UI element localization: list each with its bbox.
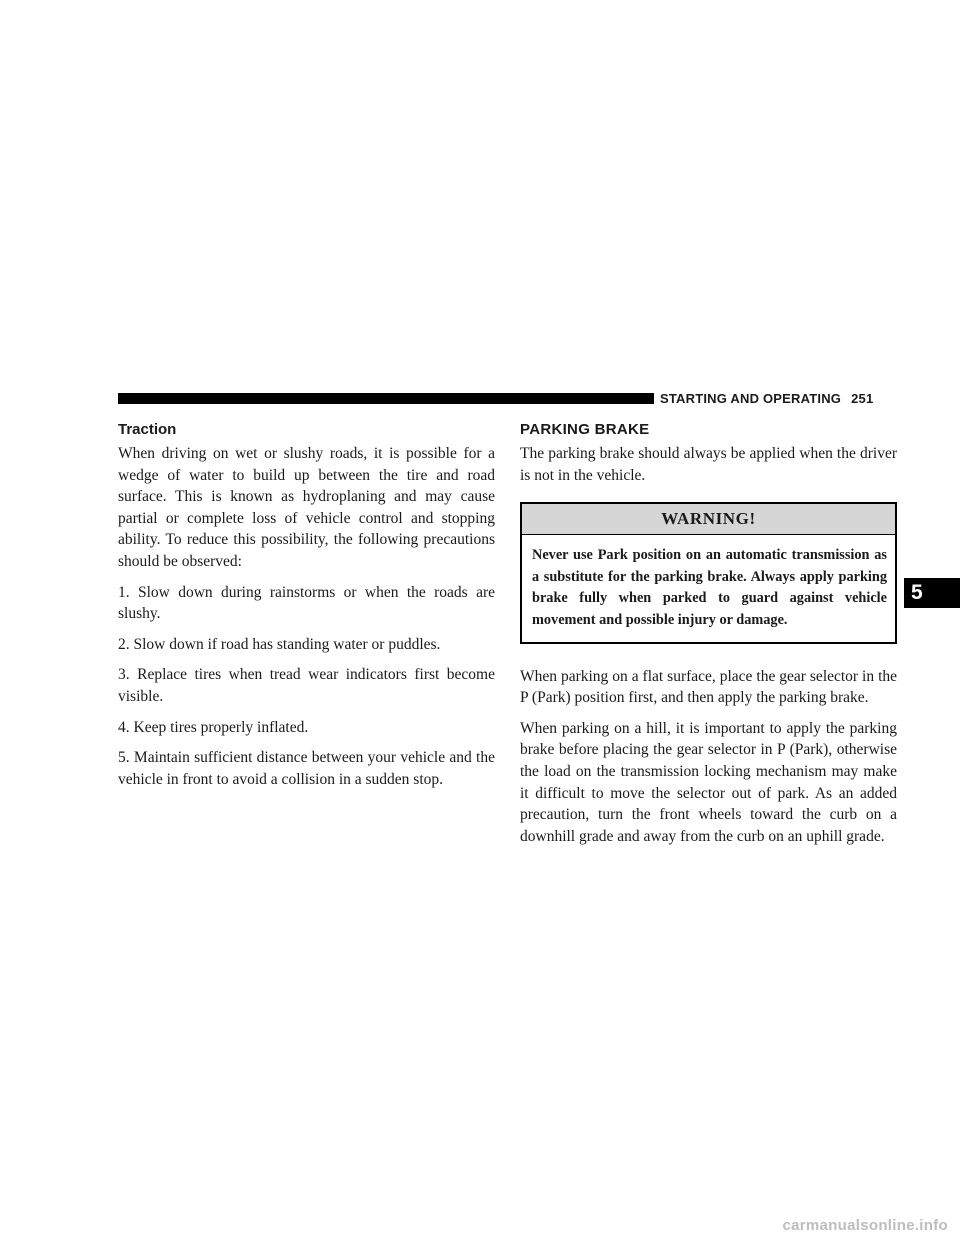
traction-intro: When driving on wet or slushy roads, it is possible for a wedge of water to build up between the tire and road surface. This is known as hydroplaning and may cause partial or complete loss of vehicle control and stopping ability. To reduce this possibility, the following precautions should be observed: bbox=[118, 445, 495, 570]
precaution-item: 3. Replace tires when tread wear indicators first become visible. bbox=[118, 666, 495, 705]
flat-surface-paragraph: When parking on a flat surface, place the gear selector in the P (Park) position first, and then apply the parking brake. bbox=[520, 667, 897, 707]
running-header bbox=[660, 390, 873, 408]
chapter-tab: 5 bbox=[904, 578, 960, 608]
left-column bbox=[118, 420, 495, 799]
parking-brake-heading: PARKING BRAKE bbox=[520, 421, 650, 438]
warning-title: WARNING! bbox=[522, 504, 895, 535]
right-column bbox=[520, 420, 897, 856]
precaution-item: 1. Slow down during rainstorms or when the roads are slushy. bbox=[118, 583, 495, 623]
precaution-item: 4. Keep tires properly inflated. bbox=[118, 718, 309, 736]
precaution-item: 2. Slow down if road has standing water or puddles. bbox=[118, 635, 441, 653]
warning-text: Never use Park position on an automatic transmission as a substitute for the parking brake. Always apply parking brake fully when parked to guard against vehicle movement and possible injury or damage. bbox=[532, 547, 887, 628]
warning-box bbox=[520, 502, 897, 643]
header-rule bbox=[118, 393, 654, 404]
traction-heading: Traction bbox=[118, 421, 177, 438]
parking-brake-intro: The parking brake should always be applied when the driver is not in the vehicle. bbox=[520, 445, 897, 484]
watermark: carmanualsonline.info bbox=[782, 1217, 948, 1234]
section-title: STARTING AND OPERATING bbox=[660, 391, 842, 406]
hill-paragraph: When parking on a hill, it is important to apply the parking brake before placing the gear selector in P (Park), otherwise the load on the transmission locking mechanism may make it difficult to move the selector out of park. As an added precaution, turn the front wheels toward the curb on a downhill grade and away from the curb on an uphill grade. bbox=[520, 719, 897, 845]
page-number: 251 bbox=[851, 391, 874, 406]
precaution-item: 5. Maintain sufficient distance between your vehicle and the vehicle in front to avoid a collision in a sudden stop. bbox=[118, 749, 495, 788]
